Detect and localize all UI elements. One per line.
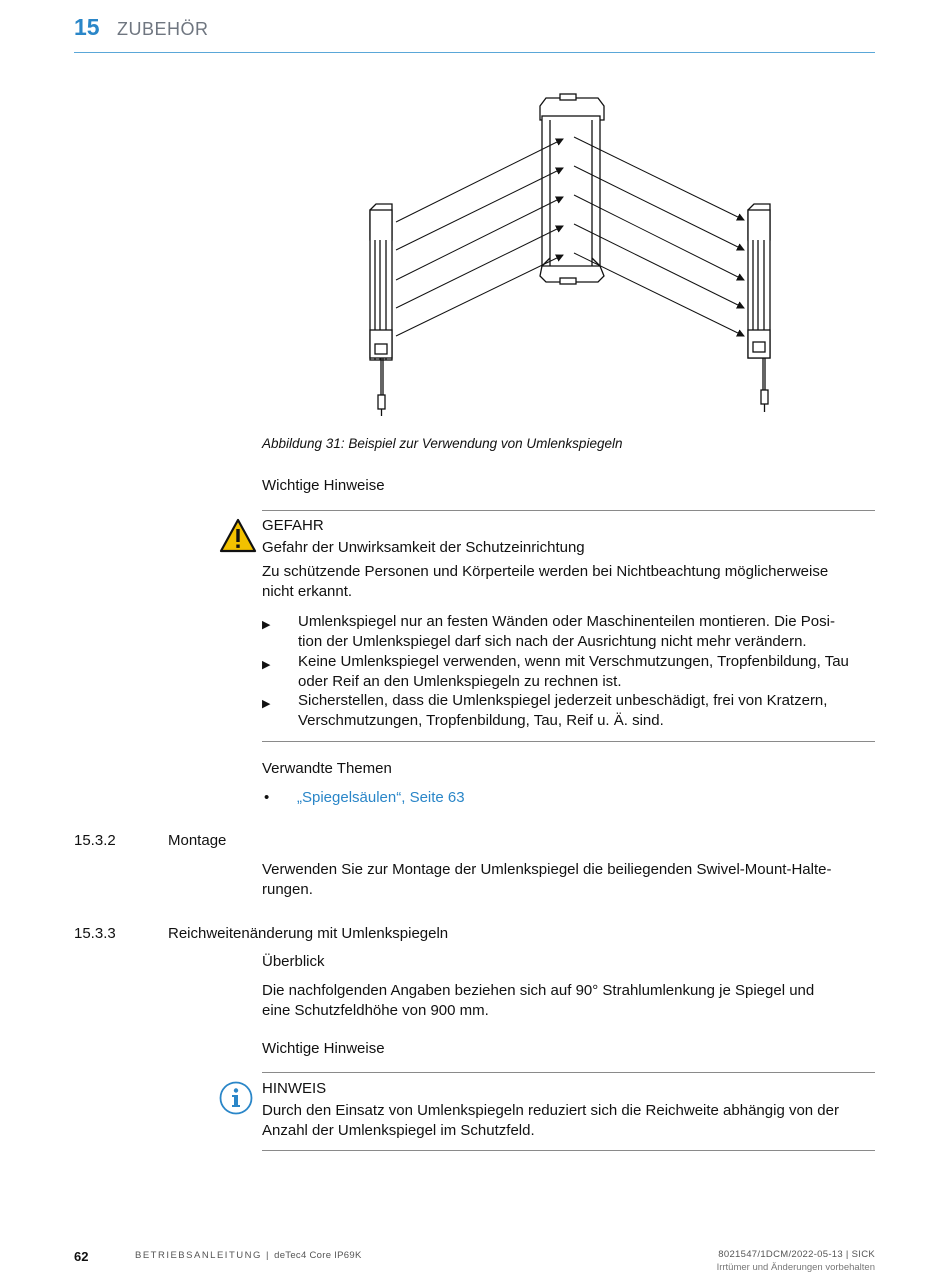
header-divider [74,52,875,53]
chapter-title: ZUBEHÖR [117,19,209,39]
receiver-unit [748,204,770,412]
notice-bottom-rule [262,1150,875,1151]
sender-unit [370,204,392,416]
incoming-beams [396,139,563,336]
warning-triangle-icon [219,518,257,554]
measure-item [262,652,875,692]
section-number-1532: 15.3.2 [74,832,116,849]
measure-text: oder Reif an den Umlenkspiegeln zu rechnen ist. [298,673,622,690]
section-title-range: Reichweitenänderung mit Umlenkspiegeln [168,925,449,942]
measure-item [262,612,875,652]
deflection-mirror-illustration [360,90,780,425]
consequence-line-1: Zu schützende Personen und Körperteile werden bei Nichtbeachtung möglicherweise [262,563,829,580]
important-notes-heading: Wichtige Hinweise [262,1040,385,1057]
notice-top-rule [262,1072,875,1073]
measure-text: Umlenkspiegel nur an festen Wänden oder Maschinenteilen montieren. Die Posi- [298,613,835,630]
document-info: 8021547/1DCM/2022-05-13 | SICK [718,1249,875,1260]
bullet-dot: • [264,789,270,806]
triangle-right-icon: ▶ [262,619,271,631]
measure-text: Keine Umlenkspiegel verwenden, wenn mit Verschmutzungen, Tropfenbildung, Tau [298,653,849,670]
montage-line-1: Verwenden Sie zur Montage der Umlenkspiegel die beiliegenden Swivel-Mount-Halte- [262,861,832,878]
footer-separator: | [261,1250,275,1261]
consequence-line-2: nicht erkannt. [262,583,353,600]
section-number-1533: 15.3.3 [74,925,116,942]
signal-word-notice: HINWEIS [262,1080,327,1097]
measure-text: Sicherstellen, dass die Umlenkspiegel jederzeit unbeschädigt, frei von Kratzern, [298,692,828,709]
product-name: deTec4 Core IP69K [274,1250,362,1261]
overview-line-2: eine Schutzfeldhöhe von 900 mm. [262,1002,489,1019]
notice-line-2: Anzahl der Umlenkspiegel im Schutzfeld. [262,1122,535,1139]
notice-top-rule [262,510,875,511]
triangle-right-icon: ▶ [262,659,271,671]
measure-item [262,691,875,731]
document-type: BETRIEBSANLEITUNG [135,1250,262,1261]
page-number: 62 [74,1249,89,1264]
footer-document-title [135,1250,362,1261]
triangle-right-icon: ▶ [262,698,271,710]
related-link-spiegelsaeulen[interactable]: „Spiegelsäulen“, Seite 63 [297,789,465,806]
measure-text: tion der Umlenkspiegel darf sich nach der Ausrichtung nicht mehr verändern. [298,633,807,650]
signal-word-danger: GEFAHR [262,517,324,534]
measure-text: Verschmutzungen, Tropfenbildung, Tau, Reif u. Ä. sind. [298,712,664,729]
hazard-text: Gefahr der Unwirksamkeit der Schutzeinrichtung [262,539,585,556]
overview-line-1: Die nachfolgenden Angaben beziehen sich auf 90° Strahlumlenkung je Spiegel und [262,982,815,999]
disclaimer: Irrtümer und Änderungen vorbehalten [716,1262,875,1273]
montage-line-2: rungen. [262,881,313,898]
notice-bottom-rule [262,741,875,742]
related-topics-heading: Verwandte Themen [262,760,392,777]
important-notes-heading: Wichtige Hinweise [262,477,385,494]
section-title-montage: Montage [168,832,227,849]
overview-heading: Überblick [262,953,325,970]
mirror-column [540,94,604,284]
notice-line-1: Durch den Einsatz von Umlenkspiegeln reduziert sich die Reichweite abhängig von der [262,1102,839,1119]
info-circle-icon [219,1081,253,1115]
chapter-number: 15 [74,14,100,40]
figure-caption: Abbildung 31: Beispiel zur Verwendung von Umlenkspiegeln [262,436,623,451]
